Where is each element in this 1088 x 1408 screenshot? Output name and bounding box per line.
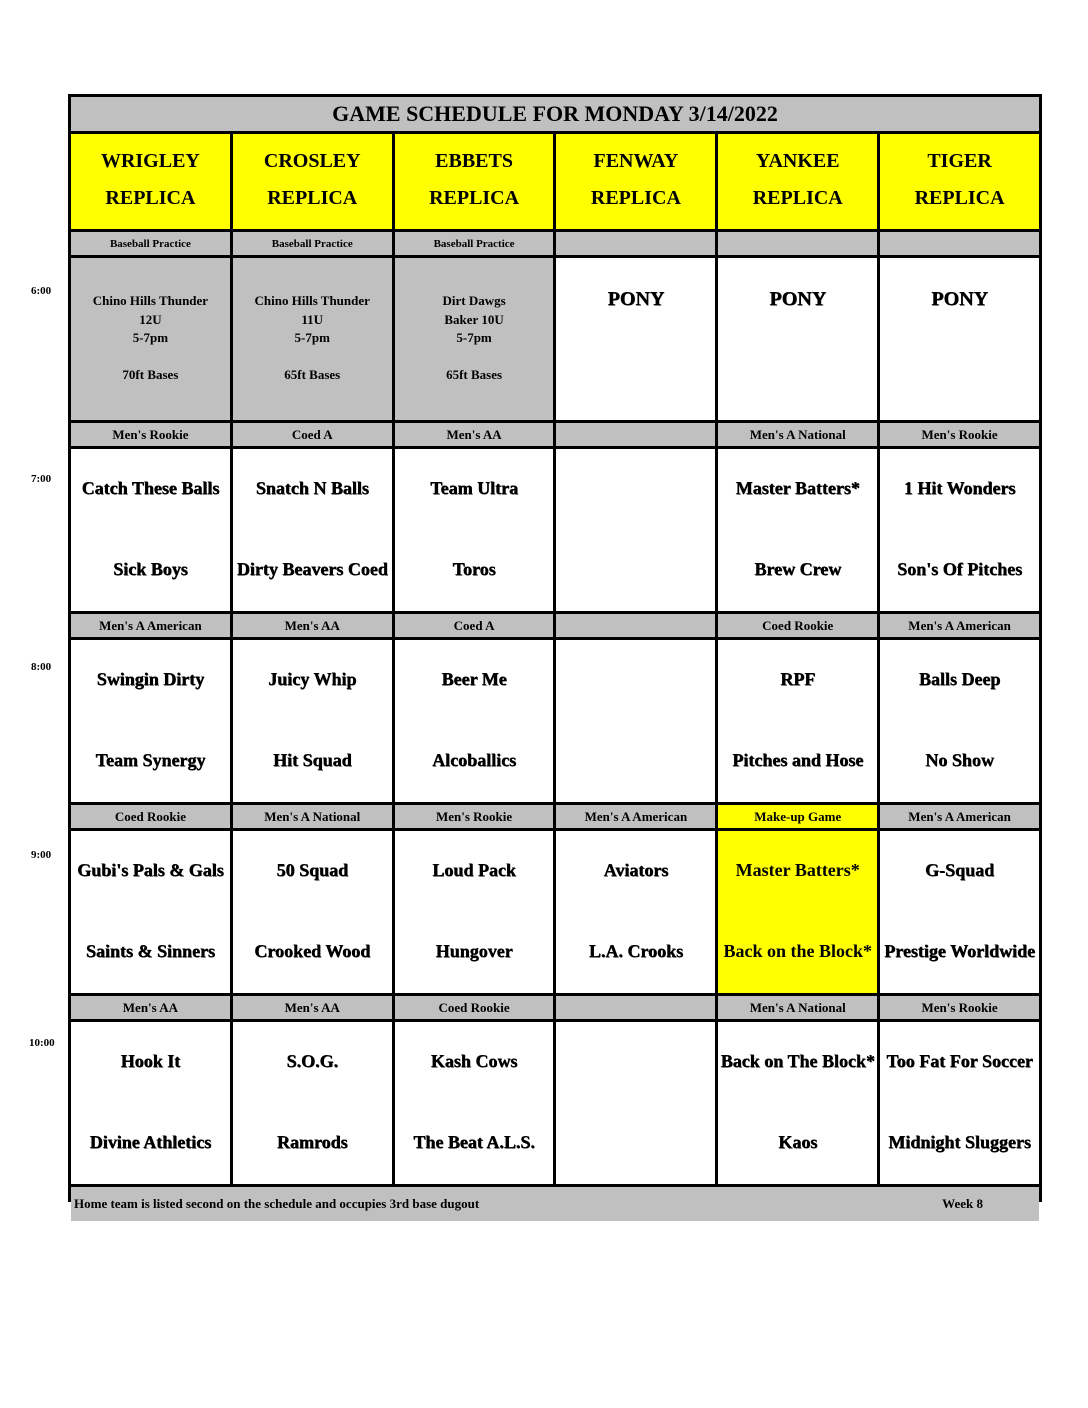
practice-cell: [71, 258, 230, 420]
away-team: Balls Deep: [918, 669, 1001, 689]
practice-line: 65ft Bases: [284, 367, 341, 382]
footer-row: [71, 1187, 1039, 1221]
division-label: Men's A National: [233, 805, 392, 828]
away-team: Juicy Whip: [268, 669, 357, 689]
division-label: Coed A: [395, 614, 554, 637]
home-team: Brew Crew: [754, 559, 842, 579]
field-subtitle: REPLICA: [752, 187, 843, 209]
field-subtitle: REPLICA: [267, 187, 358, 209]
division-label: [556, 614, 715, 637]
pony-cell: [556, 258, 715, 420]
field-name: WRIGLEY: [100, 150, 200, 172]
division-label: Men's AA: [233, 614, 392, 637]
practice-line: [442, 348, 505, 367]
home-team: [556, 718, 715, 802]
away-team: [556, 1022, 715, 1100]
game-cell: [556, 831, 715, 993]
game-cell: [880, 1022, 1039, 1184]
game-cell: [395, 831, 554, 993]
home-team: Team Synergy: [95, 750, 206, 770]
field-name: EBBETS: [435, 150, 513, 172]
field-header: [395, 134, 554, 229]
home-team: Ramrods: [276, 1132, 348, 1152]
game-cell: [395, 640, 554, 802]
field-name: CROSLEY: [263, 150, 361, 172]
away-team: Aviators: [603, 860, 669, 880]
field-subtitle: REPLICA: [914, 187, 1005, 209]
practice-details: [442, 258, 505, 385]
division-label: Men's A National: [718, 996, 877, 1019]
pony-label: PONY: [931, 288, 988, 310]
division-label: Men's A American: [880, 614, 1039, 637]
away-team: Too Fat For Soccer: [886, 1051, 1033, 1071]
division-label: Baseball Practice: [395, 232, 554, 255]
away-team: 1 Hit Wonders: [903, 478, 1016, 498]
home-team: Prestige Worldwide: [884, 941, 1035, 961]
field-header: [880, 134, 1039, 229]
practice-line: Chino Hills Thunder: [92, 293, 209, 308]
home-team: Son's Of Pitches: [897, 559, 1023, 579]
away-team: S.O.G.: [286, 1051, 338, 1071]
game-cell: [718, 1022, 877, 1184]
division-label: Make-up Game: [718, 805, 877, 828]
home-team: Kaos: [778, 1132, 818, 1152]
division-label: Coed Rookie: [718, 614, 877, 637]
home-team: Toros: [452, 559, 496, 579]
away-team: Gubi's Pals & Gals: [77, 860, 224, 880]
away-team: 50 Squad: [276, 860, 349, 880]
division-label: Men's Rookie: [395, 805, 554, 828]
game-cell: [556, 640, 715, 802]
pony-label: PONY: [769, 288, 827, 310]
division-label: Men's Rookie: [880, 996, 1039, 1019]
away-team: Snatch N Balls: [255, 478, 369, 498]
away-team: [556, 449, 715, 527]
practice-line: 70ft Bases: [122, 367, 179, 382]
game-cell: [71, 831, 230, 993]
home-team: No Show: [925, 750, 994, 770]
home-team: Hit Squad: [272, 750, 352, 770]
game-cell: [556, 1022, 715, 1184]
footer-note: Home team is listed second on the schedule and occupies 3rd base dugout: [74, 1196, 480, 1211]
division-label: [718, 232, 877, 255]
division-label: [556, 423, 715, 446]
game-cell: [395, 1022, 554, 1184]
practice-details: [255, 258, 370, 385]
division-label: Coed A: [233, 423, 392, 446]
practice-details: [93, 258, 208, 385]
division-label: Coed Rookie: [395, 996, 554, 1019]
home-team: Alcoballics: [432, 750, 517, 770]
away-team: Master Batters*: [735, 478, 860, 498]
time-label: 7:00: [31, 473, 52, 485]
division-label: [556, 996, 715, 1019]
division-label: Men's AA: [395, 423, 554, 446]
division-label: Men's A National: [718, 423, 877, 446]
practice-line: Chino Hills Thunder: [254, 293, 370, 308]
home-team: The Beat A.L.S.: [413, 1132, 535, 1152]
game-cell: [395, 449, 554, 611]
field-subtitle: REPLICA: [590, 187, 681, 209]
home-team: Sick Boys: [113, 559, 188, 579]
game-cell: [71, 1022, 230, 1184]
game-cell: [233, 1022, 392, 1184]
time-label: 10:00: [29, 1037, 55, 1049]
game-cell: [233, 640, 392, 802]
schedule-table: [68, 94, 1042, 1211]
away-team: Back on The Block*: [720, 1051, 875, 1071]
division-label: Baseball Practice: [71, 232, 230, 255]
field-subtitle: REPLICA: [429, 187, 520, 209]
practice-line: 11U: [301, 311, 324, 327]
week-label: Week 8: [942, 1196, 983, 1211]
home-team: Saints & Sinners: [85, 941, 215, 961]
game-cell: [71, 449, 230, 611]
practice-line: 5-7pm: [294, 330, 330, 345]
home-team: Pitches and Hose: [732, 750, 864, 770]
practice-line: [93, 348, 208, 367]
home-team: Dirty Beavers Coed: [236, 559, 388, 579]
home-team: Back on the Block*: [723, 941, 872, 961]
away-team: Kash Cows: [430, 1051, 518, 1071]
away-team: Team Ultra: [430, 478, 518, 498]
division-label: Baseball Practice: [233, 232, 392, 255]
division-label: Men's A American: [556, 805, 715, 828]
time-label: 8:00: [31, 661, 52, 673]
pony-cell: [718, 258, 877, 420]
away-team: G-Squad: [925, 860, 995, 880]
away-team: Catch These Balls: [81, 478, 220, 498]
time-label: 6:00: [31, 285, 52, 297]
pony-cell: [880, 258, 1039, 420]
game-cell: [880, 449, 1039, 611]
home-team: L.A. Crooks: [588, 941, 683, 961]
field-name: FENWAY: [593, 150, 679, 172]
division-label: [556, 232, 715, 255]
game-cell: [880, 831, 1039, 993]
home-team: Midnight Sluggers: [888, 1132, 1031, 1152]
field-header: [556, 134, 715, 229]
away-team: RPF: [780, 669, 816, 689]
field-header: [71, 134, 230, 229]
division-label: Men's Rookie: [71, 423, 230, 446]
game-cell: [233, 831, 392, 993]
division-label: [880, 232, 1039, 255]
practice-line: 65ft Bases: [446, 367, 503, 382]
field-name: YANKEE: [755, 150, 840, 172]
away-team: [556, 640, 715, 718]
division-label: Men's AA: [71, 996, 230, 1019]
home-team: Crooked Wood: [254, 941, 371, 961]
home-team: Hungover: [435, 941, 513, 961]
time-label: 9:00: [31, 849, 52, 861]
division-label: Men's Rookie: [880, 423, 1039, 446]
home-team: Divine Athletics: [89, 1132, 212, 1152]
practice-cell: [233, 258, 392, 420]
division-label: Coed Rookie: [71, 805, 230, 828]
away-team: Beer Me: [441, 669, 507, 689]
away-team: Swingin Dirty: [96, 669, 205, 689]
practice-line: 5-7pm: [132, 330, 169, 345]
division-label: Men's A American: [880, 805, 1039, 828]
away-team: Loud Pack: [432, 860, 516, 880]
schedule-title: GAME SCHEDULE FOR MONDAY 3/14/2022: [71, 97, 1039, 131]
practice-line: 5-7pm: [456, 330, 492, 345]
field-name: TIGER: [927, 150, 992, 172]
away-team: Master Batters*: [735, 860, 860, 880]
practice-line: Baker 10U: [444, 311, 504, 327]
practice-line: 12U: [139, 311, 162, 327]
practice-cell: [395, 258, 554, 420]
division-label: Men's AA: [233, 996, 392, 1019]
field-subtitle: REPLICA: [105, 187, 196, 209]
game-cell: [556, 449, 715, 611]
game-cell: [71, 640, 230, 802]
practice-line: [255, 348, 370, 367]
home-team: [556, 1100, 715, 1184]
game-cell: [718, 449, 877, 611]
game-cell: [718, 831, 877, 993]
division-label: Men's A American: [71, 614, 230, 637]
practice-line: Dirt Dawgs: [442, 293, 506, 308]
field-header: [718, 134, 877, 229]
game-cell: [718, 640, 877, 802]
game-cell: [880, 640, 1039, 802]
home-team: [556, 527, 715, 611]
away-team: Hook It: [120, 1051, 181, 1071]
field-header: [233, 134, 392, 229]
game-cell: [233, 449, 392, 611]
pony-label: PONY: [607, 288, 665, 310]
